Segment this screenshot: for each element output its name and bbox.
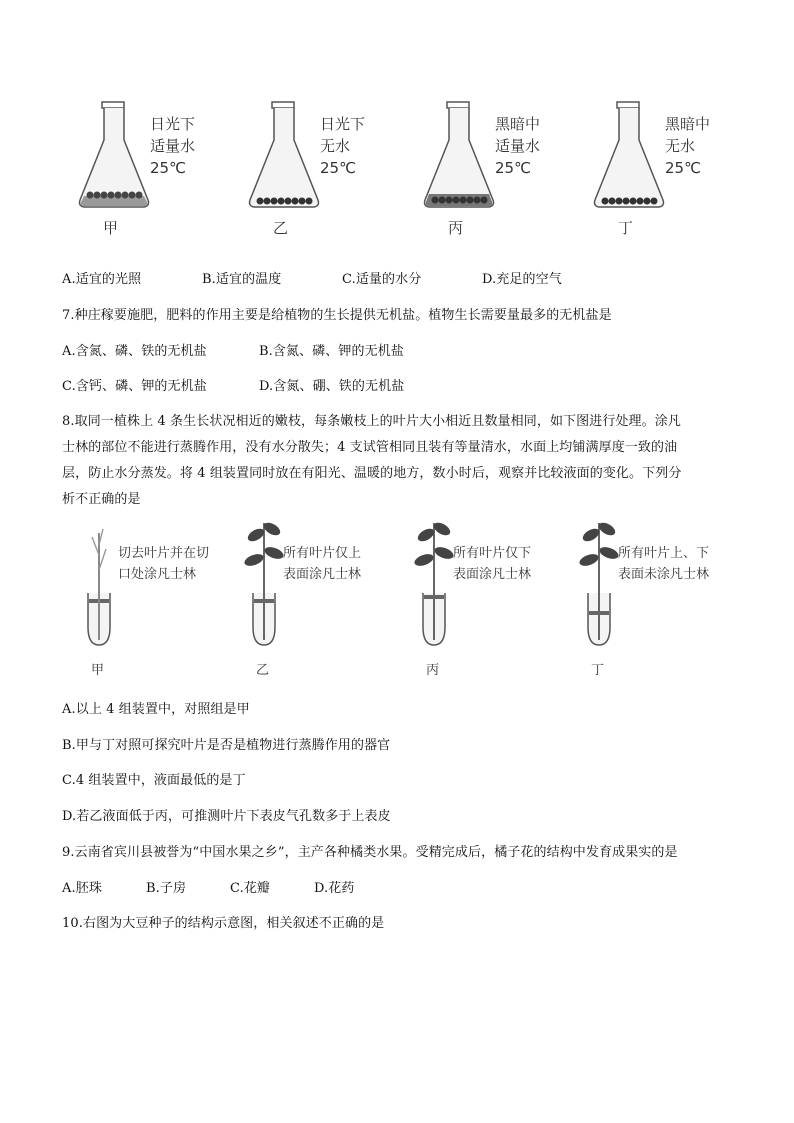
flask-yi [230,95,400,245]
flask-icon [419,100,499,215]
tube-condition: 所有叶片仅上 表面涂凡士林 [283,546,362,582]
q7-options-row2 [62,375,404,394]
q8-stem-line: 层，防止水分蒸发。将 4 组装置同时放在有阳光、温暖的地方，数小时后，观察并比较液面的变化。下列分 [62,466,682,481]
flask-ding [575,95,745,245]
q8-stem-line: 士林的部位不能进行蒸腾作用，没有水分散失；4 支试管相同且装有等量清水，水面上均铺满厚度一致的油 [62,440,678,455]
tube-condition: 所有叶片上、下 表面未涂凡士林 [618,546,710,582]
tube-condition: 切去叶片并在切 口处涂凡士林 [118,546,210,582]
q8-option-d[interactable]: D.若乙液面低于丙，可推测叶片下表皮气孔数多于上表皮 [62,809,391,824]
flask-experiment-figure [60,95,740,245]
test-tube-icon [70,515,120,655]
tube-condition: 所有叶片仅下 表面涂凡士林 [453,546,532,582]
flask-icon [589,100,669,215]
option-a[interactable]: A.胚珠 [62,881,102,896]
option-a[interactable]: A.适宜的光照 [62,272,142,287]
option-c[interactable]: C.适量的水分 [342,272,422,287]
flask-icon [244,100,324,215]
q7-stem: 7.种庄稼要施肥，肥料的作用主要是给植物的生长提供无机盐。植物生长需要量最多的无机盐是 [62,308,612,323]
option-c[interactable]: C.花瓣 [230,881,271,896]
flask-jia [60,95,230,245]
figure-label: 甲 [91,663,105,678]
flask-condition: 黑暗中 无水 25℃ [665,115,711,177]
test-tube-figure [60,515,740,680]
flask-condition: 黑暗中 适量水 25℃ [495,115,541,177]
q9-options [62,877,355,896]
test-tube-icon [235,515,285,655]
figure-label: 丁 [591,663,605,678]
q8-option-b[interactable]: B.甲与丁对照可探究叶片是否是植物进行蒸腾作用的器官 [62,738,391,753]
figure-label: 甲 [103,219,119,237]
option-d[interactable]: D.充足的空气 [482,272,562,287]
flask-bing [405,95,575,245]
q8-option-a[interactable]: A.以上 4 组装置中，对照组是甲 [62,702,250,717]
flask-condition: 日光下 无水 25℃ [320,115,366,177]
figure-label: 乙 [273,219,289,237]
test-tube-icon [570,515,620,655]
option-b[interactable]: B.子房 [146,881,187,896]
q9-stem: 9.云南省宾川县被誉为“中国水果之乡”，主产各种橘类水果。受精完成后，橘子花的结构中发育成果实的是 [62,845,678,860]
flask-icon [74,100,154,215]
option-a[interactable]: A.含氮、磷、铁的无机盐 [62,344,207,359]
tube-bing [395,515,565,680]
test-tube-icon [405,515,455,655]
q8-stem-line: 析不正确的是 [62,492,141,507]
figure-label: 丙 [426,663,440,678]
option-b[interactable]: B.含氮、磷、钾的无机盐 [259,344,404,359]
q6-options [62,268,562,287]
q8-option-c[interactable]: C.4 组装置中，液面最低的是丁 [62,773,246,788]
flask-condition: 日光下 适量水 25℃ [150,115,196,177]
figure-label: 丁 [618,219,634,237]
figure-label: 丙 [448,219,464,237]
figure-label: 乙 [256,663,270,678]
option-c[interactable]: C.含钙、磷、钾的无机盐 [62,379,207,394]
q7-options-row1 [62,340,404,359]
tube-ding [560,515,730,680]
option-d[interactable]: D.花药 [314,881,355,896]
q8-stem-line: 8.取同一植株上 4 条生长状况相近的嫩枝，每条嫩枝上的叶片大小相近且数量相同，如下图进行处理。涂凡 [62,414,681,429]
option-d[interactable]: D.含氮、硼、铁的无机盐 [259,379,405,394]
tube-yi [225,515,395,680]
tube-jia [60,515,230,680]
option-b[interactable]: B.适宜的温度 [202,272,282,287]
q10-stem: 10.右图为大豆种子的结构示意图，相关叙述不正确的是 [62,916,385,931]
